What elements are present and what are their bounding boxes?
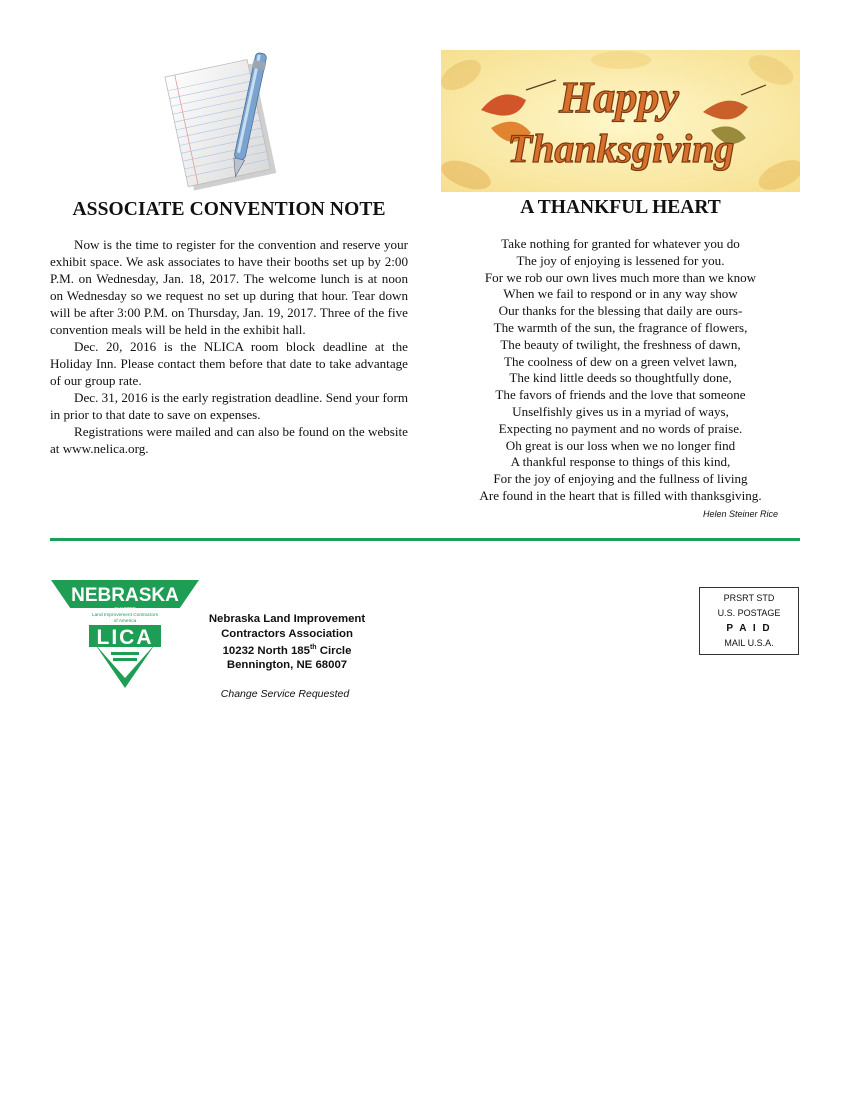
poem-line: Are found in the heart that is filled with thanksgiving. [479,487,762,503]
thankful-heart-heading: A THANKFUL HEART [520,197,721,218]
address-street-tail: Circle [316,644,352,657]
address-line: Bennington, NE 68007 [226,659,348,672]
postage-paid: P A I D [726,623,772,634]
poem-line: The joy of enjoying is lessened for you. [516,252,725,268]
poem-line: Expecting no payment and no words of praise. [498,420,743,436]
return-address [202,612,372,673]
poem-line: Take nothing for granted for whatever you do [501,236,740,251]
address-line-street [202,641,372,658]
banner-word-happy: Happy [559,73,679,122]
convention-note-heading: ASSOCIATE CONVENTION NOTE [72,199,386,220]
convention-paragraph: Now is the time to register for the convention and reserve your exhibit space. We ask associates to have their booths set up by 2:00 P.M. on Wednesday, Jan. 18, 2017. The welcome lunch is at noon on Wednesday so we request no set up during that hour. Tear down will be after 3:00 P.M. on Thursday, Jan. 19, 2017. Three of the five convention meals will be held in the exhibit hall. [50,237,408,337]
poem-line: The warmth of the sun, the fragrance of flowers, [493,319,748,335]
poem-author: Helen Steiner Rice [702,509,778,519]
logo-subtitle: Land Improvement Contractors [91,613,159,618]
poem-line: For the joy of enjoying and the fullness of living [493,471,748,487]
convention-paragraph: Dec. 31, 2016 is the early registration deadline. Send your form in prior to that date to save on expenses. [50,390,408,422]
banner-word-thanksgiving: Thanksgiving [507,126,735,171]
logo-word-lica: LICA [96,626,154,649]
convention-paragraph: Dec. 20, 2016 is the NLICA room block deadline at the Holiday Inn. Please contact them before that date to take advantage of our group rate. [50,339,408,388]
logo-word-nebraska: NEBRASKA [71,585,179,606]
notepad-pen-illustration [158,50,288,198]
poem-line: Unselfishly gives us in a myriad of ways, [512,403,729,419]
poem-line: The coolness of dew on a green velvet lawn, [503,353,738,369]
logo-chapter: CHAPTER [114,606,136,611]
section-divider [50,538,800,541]
poem-line: When we fail to respond or in any way show [503,286,738,302]
postage-indicia [699,587,799,655]
postage-line: PRSRT STD [723,593,775,603]
poem-line: The kind little deeds so thoughtfully done, [509,370,732,386]
address-ordinal: th [309,644,317,651]
poem [441,236,800,505]
poem-line: A thankful response to things of this kind, [510,454,731,470]
poem-line: The beauty of twilight, the freshness of dawn, [500,336,741,352]
logo-subtitle-2: of America [113,619,137,624]
nebraska-lica-logo [49,578,201,690]
happy-thanksgiving-banner [441,50,800,192]
change-service-requested: Change Service Requested [220,688,350,700]
address-street: 10232 North 185 [222,644,310,657]
convention-note-body [50,236,408,457]
postage-line: MAIL U.S.A. [724,638,774,648]
convention-paragraph: Registrations were mailed and can also be found on the website at www.nelica.org. [50,424,408,456]
address-line: Nebraska Land Improvement [208,613,366,625]
postage-line: U.S. POSTAGE [717,608,781,618]
address-line: Contractors Association [221,627,353,640]
poem-line: Our thanks for the blessing that daily are ours- [498,303,743,319]
poem-line: The favors of friends and the love that someone [495,387,746,403]
poem-line: For we rob our own lives much more than we know [484,269,757,285]
poem-line: Oh great is our loss when we no longer find [505,437,736,453]
